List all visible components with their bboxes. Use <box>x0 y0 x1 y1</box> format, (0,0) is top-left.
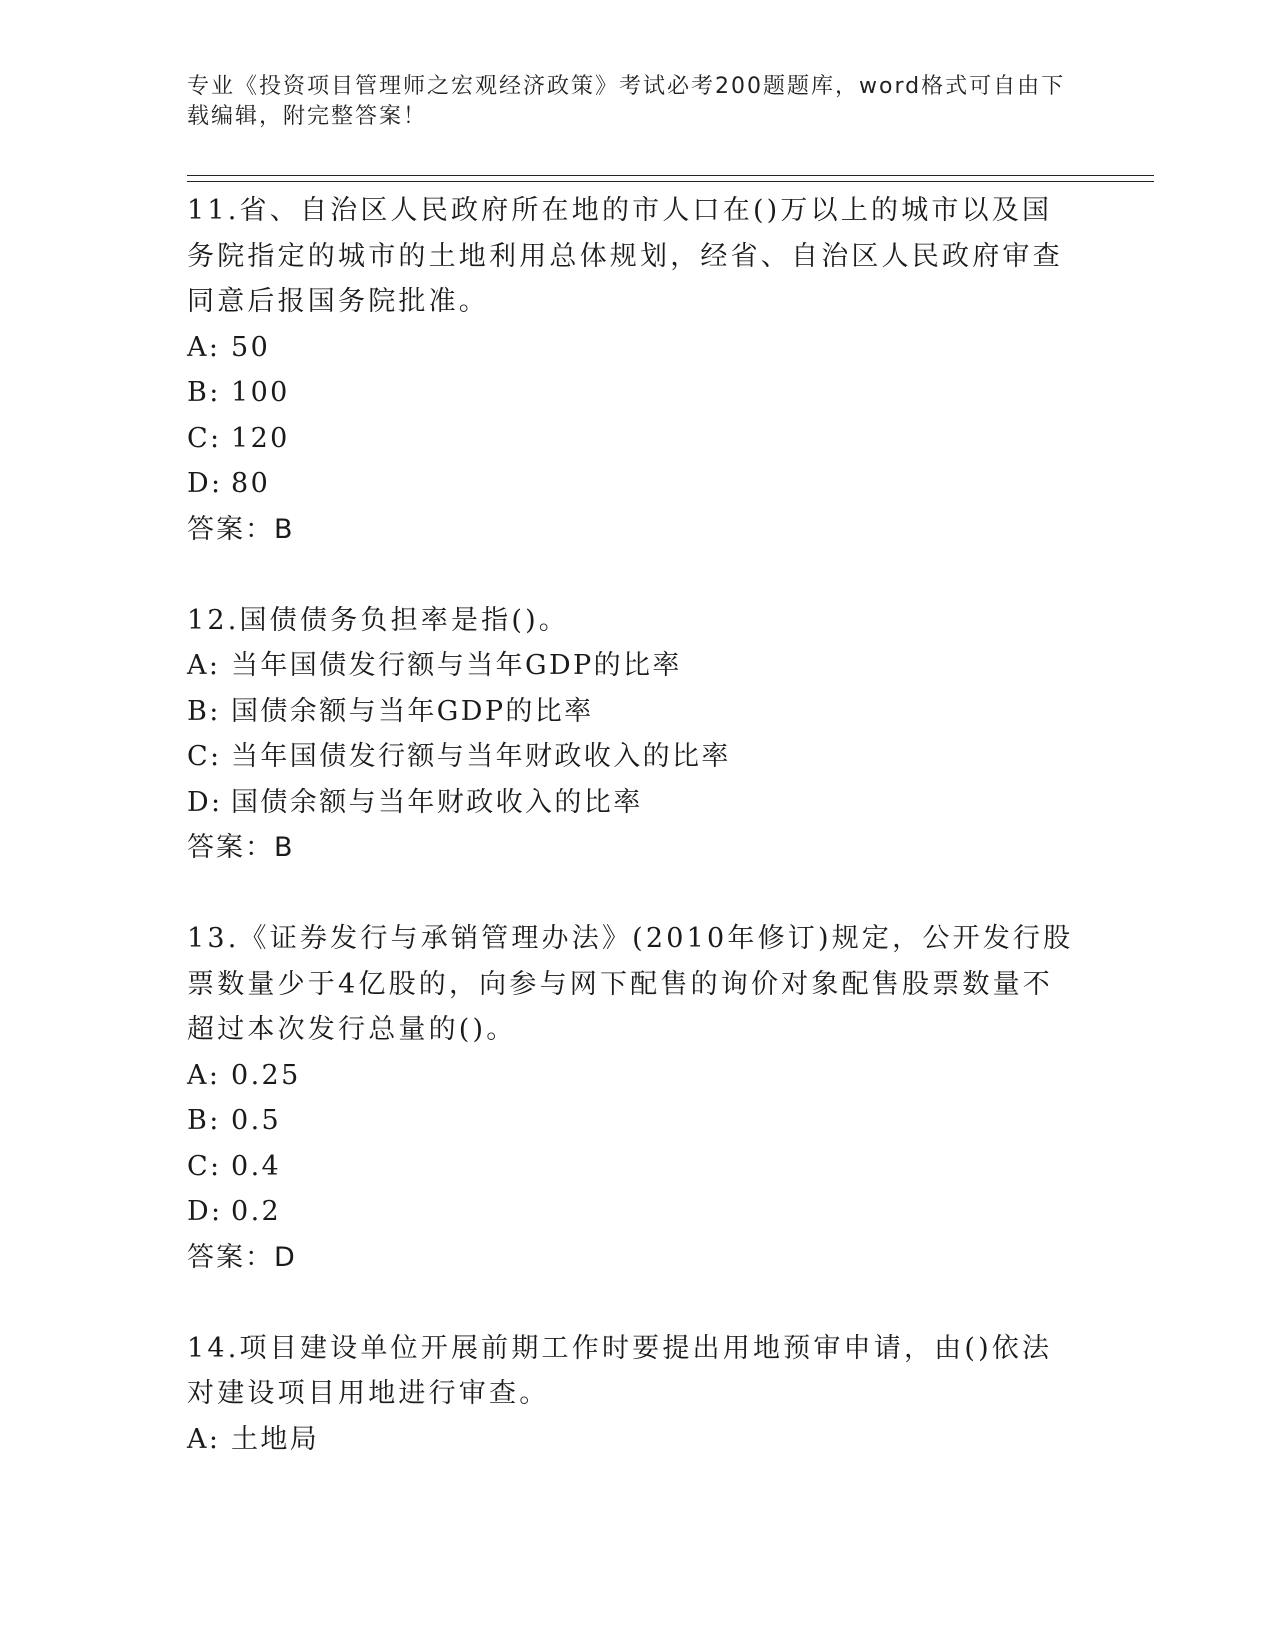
option-b <box>187 1098 1087 1144</box>
option-text: 当年国债发行额与当年财政收入的比率 <box>231 741 731 772</box>
question-12 <box>187 598 1087 871</box>
option-d <box>187 780 1087 826</box>
option-text: 土地局 <box>231 1423 320 1455</box>
option-letter: D: <box>187 786 223 818</box>
option-letter: C: <box>187 741 222 772</box>
question-text: 14.项目建设单位开展前期工作时要提出用地预审申请，由()依法对建设项目用地进行审查。 <box>187 1332 1053 1409</box>
document-header <box>187 72 1087 132</box>
option-d <box>187 1189 1087 1235</box>
question-13 <box>187 916 1087 1280</box>
option-text: 国债余额与当年财政收入的比率 <box>231 786 643 818</box>
option-letter: A: <box>187 650 221 681</box>
option-letter: B: <box>187 1105 221 1136</box>
option-a <box>187 1053 1087 1099</box>
option-text: 80 <box>231 468 271 499</box>
option-c <box>187 416 1087 462</box>
option-letter: C: <box>187 422 222 454</box>
option-a <box>187 325 1087 371</box>
option-letter: A: <box>187 331 221 363</box>
question-11 <box>187 188 1087 552</box>
option-letter: A: <box>187 1059 221 1091</box>
header-title: 专业《投资项目管理师之宏观经济政策》考试必考200题题库，word格式可自由下载编辑，附完整答案！ <box>187 74 1066 129</box>
option-b <box>187 689 1087 735</box>
option-letter: D: <box>187 468 223 499</box>
option-text: 100 <box>231 377 290 408</box>
question-text: 13.《证券发行与承销管理办法》(2010年修订)规定，公开发行股票数量少于4亿股的，向参与网下配售的询价对象配售股票数量不超过本次发行总量的()。 <box>187 923 1074 1045</box>
option-text: 0.4 <box>231 1150 282 1182</box>
option-c <box>187 734 1087 780</box>
option-letter: B: <box>187 695 221 727</box>
header-divider-top <box>187 175 1154 176</box>
option-a <box>187 643 1087 689</box>
question-list <box>187 188 1087 1462</box>
answer-label: 答案：D <box>187 1241 297 1273</box>
option-letter: D: <box>187 1196 223 1227</box>
option-a <box>187 1417 1087 1463</box>
question-14 <box>187 1326 1087 1463</box>
option-letter: A: <box>187 1423 221 1455</box>
option-c <box>187 1144 1087 1190</box>
option-text: 0.5 <box>231 1105 282 1136</box>
option-text: 0.2 <box>231 1196 282 1227</box>
option-b <box>187 370 1087 416</box>
option-text: 国债余额与当年GDP的比率 <box>231 695 594 727</box>
option-text: 当年国债发行额与当年GDP的比率 <box>231 650 682 681</box>
question-text: 11.省、自治区人民政府所在地的市人口在()万以上的城市以及国务院指定的城市的土地利用总体规划，经省、自治区人民政府审查同意后报国务院批准。 <box>187 195 1063 317</box>
answer-label: 答案：B <box>187 832 295 863</box>
option-text: 50 <box>231 331 271 363</box>
question-text: 12.国债债务负担率是指()。 <box>187 604 570 636</box>
option-text: 0.25 <box>231 1059 301 1091</box>
option-d <box>187 461 1087 507</box>
option-text: 120 <box>231 422 290 454</box>
option-letter: B: <box>187 377 221 408</box>
option-letter: C: <box>187 1150 222 1182</box>
answer-label: 答案：B <box>187 513 295 545</box>
header-divider-bottom <box>187 181 1154 182</box>
